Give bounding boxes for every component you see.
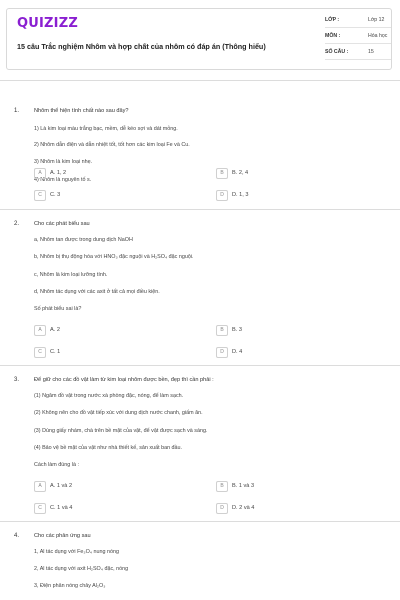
option-text: A. 1 và 2	[50, 483, 73, 489]
statement: (1) Ngâm đồ vật trong nước xà phòng đặc, nóng, để làm sạch.	[34, 393, 184, 399]
statement: 3) Nhôm là kim loại nhẹ.	[34, 159, 93, 165]
option-text: D. 2 và 4	[232, 505, 255, 511]
option-letter: C	[34, 503, 46, 514]
option-letter: D	[216, 347, 228, 358]
option-letter: C	[34, 190, 46, 201]
statement: a, Nhôm tan được trong dung dịch NaOH	[34, 237, 133, 243]
question-number: 3.	[14, 377, 20, 383]
question-stem: Cho các phát biểu sau	[34, 221, 90, 227]
question-stem: Nhôm thể hiện tính chất nào sau đây?	[34, 108, 129, 114]
divider	[0, 80, 400, 81]
statement: 2, Al tác dụng với axit H₂SO₄ đặc, nóng	[34, 566, 129, 572]
question-stem: Cho các phản ứng sau	[34, 533, 91, 539]
statement: Số phát biểu sai là?	[34, 306, 82, 312]
divider	[325, 27, 391, 28]
option-text: B. 3	[232, 327, 242, 333]
meta-value: 15	[368, 49, 374, 55]
statement: (4) Bảo vệ bề mặt của vật như nhà thiết kế, sản xuất ban đầu.	[34, 445, 183, 451]
statement: c, Nhôm là kim loại lưỡng tính.	[34, 272, 108, 278]
question-number: 2.	[14, 221, 20, 227]
meta-label: MÔN :	[325, 33, 341, 39]
divider	[325, 43, 391, 44]
meta-label: LỚP :	[325, 17, 340, 23]
statement: Cách làm đúng là :	[34, 462, 79, 468]
document-header	[6, 8, 392, 70]
question-number: 1.	[14, 108, 20, 114]
option-letter: D	[216, 190, 228, 201]
divider	[0, 209, 400, 210]
statement: 1, Al tác dụng với Fe₃O₄ nung nóng	[34, 549, 119, 555]
statement: 3, Điện phân nóng chảy Al₂O₃	[34, 583, 106, 589]
option-text: C. 1 và 4	[50, 505, 73, 511]
question-number: 4.	[14, 533, 20, 539]
option-letter: C	[34, 347, 46, 358]
option-letter: B	[216, 325, 228, 336]
option-text: A. 1, 2	[50, 170, 67, 176]
statement: d, Nhôm tác dụng với các axit ở tất cả mọi điều kiện.	[34, 289, 160, 295]
meta-value: Lớp 12	[368, 17, 385, 23]
statement: 2) Nhôm dẫn điện và dẫn nhiệt tốt, tốt hơn các kim loại Fe và Cu.	[34, 142, 190, 148]
statement: b, Nhôm bị thụ động hóa với HNO₃ đặc nguội và H₂SO₄ đặc nguội.	[34, 254, 194, 260]
option-text: D. 4	[232, 349, 243, 355]
page-title: 15 câu Trắc nghiệm Nhôm và hợp chất của nhôm có đáp án (Thông hiểu)	[17, 42, 266, 51]
option-text: C. 3	[50, 192, 61, 198]
option-text: A. 2	[50, 327, 60, 333]
meta-value: Hóa học	[368, 33, 388, 39]
option-letter: A	[34, 481, 46, 492]
meta-label: SỐ CÂU :	[325, 49, 349, 55]
quizizz-logo: QUIZIZZ	[17, 16, 78, 31]
option-letter: B	[216, 168, 228, 179]
option-text: B. 1 và 3	[232, 483, 255, 489]
divider	[325, 59, 391, 60]
statement: (3) Dùng giấy nhám, chà trên bề mặt của vật, để vật được sạch và sáng.	[34, 428, 208, 434]
option-text: D. 1, 3	[232, 192, 249, 198]
question-stem: Để giữ cho các đồ vật làm từ kim loại nhôm được bền, đẹp thì cần phải :	[34, 377, 214, 383]
statement: (2) Không nên cho đồ vật tiếp xúc với dung dịch nước chanh, giấm ăn.	[34, 410, 203, 416]
option-letter: B	[216, 481, 228, 492]
option-letter: D	[216, 503, 228, 514]
option-letter: A	[34, 168, 46, 179]
divider	[0, 521, 400, 522]
statement: 1) Là kim loại màu trắng bạc, mềm, dễ kéo sợi và dát mỏng.	[34, 126, 178, 132]
option-text: C. 1	[50, 349, 61, 355]
divider	[0, 365, 400, 366]
statement: 4) Nhôm là nguyên tố s.	[34, 177, 92, 183]
option-text: B. 2, 4	[232, 170, 249, 176]
option-letter: A	[34, 325, 46, 336]
